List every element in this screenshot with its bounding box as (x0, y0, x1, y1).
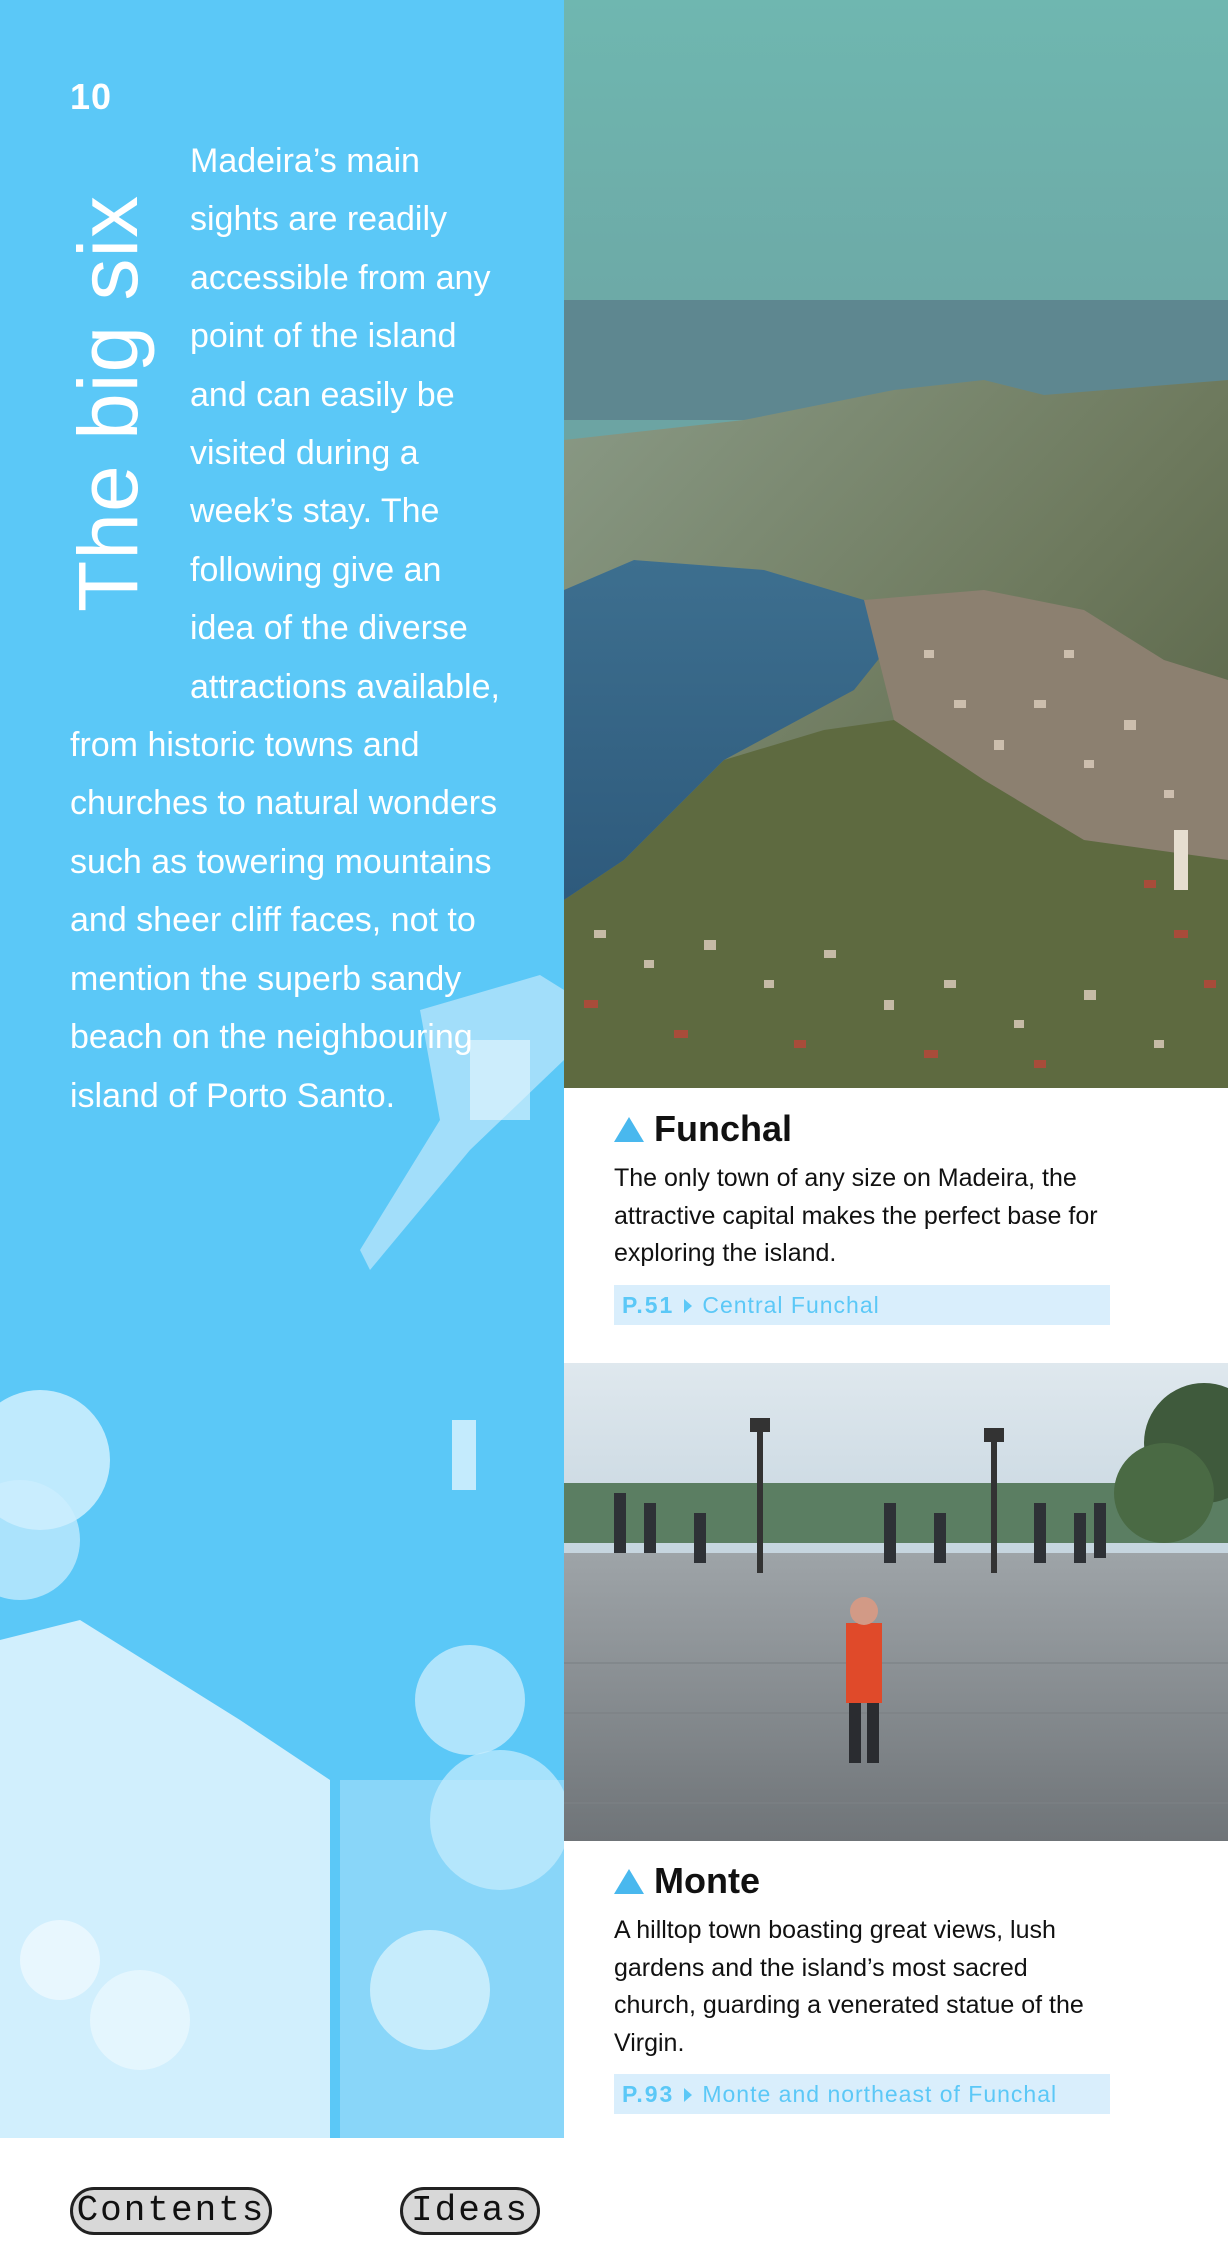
contents-button[interactable]: Contents (70, 2187, 272, 2235)
page-reference-link[interactable] (614, 1285, 1110, 1325)
entry-description: The only town of any size on Madeira, the attractive capital makes the perfect base for exploring the island. (614, 1164, 1098, 1267)
caret-right-icon (684, 1299, 692, 1313)
page-number: 10 (70, 76, 113, 117)
section-title: The big six (61, 194, 155, 612)
monte-entry (614, 1856, 1110, 2114)
funchal-entry (614, 1104, 1110, 1325)
intro-panel (0, 0, 564, 2138)
page-ref-label: Central Funchal (702, 1291, 880, 1318)
funchal-photo (564, 0, 1228, 1088)
monte-photo (564, 1363, 1228, 1841)
page-ref-label: Monte and northeast of Funchal (702, 2081, 1058, 2107)
triangle-icon (614, 1117, 644, 1142)
ideas-button[interactable]: Ideas (400, 2187, 540, 2235)
page-reference-link[interactable] (614, 2074, 1110, 2114)
intro-text: Madeira’s main sights are readily accessible from any point of the island and can easily be visited during a week’s stay. The following give an idea of the diverse attractions available, from historic towns and churches to natural wonders such as towering mountains and sheer cliff faces, not to mention the superb sandy beach on the neighbouring island of Porto Santo. (70, 142, 500, 1115)
entry-title: Funchal (614, 1104, 1110, 1154)
caret-right-icon (684, 2088, 692, 2102)
page-ref-number: P.93 (622, 2081, 675, 2107)
page-ref-number: P.51 (622, 1291, 675, 1318)
entry-title: Monte (614, 1856, 1110, 1906)
triangle-icon (614, 1869, 644, 1894)
entry-description: A hilltop town boasting great views, lush gardens and the island’s most sacred church, guarding a venerated statue of the Virgin. (614, 1916, 1084, 2057)
